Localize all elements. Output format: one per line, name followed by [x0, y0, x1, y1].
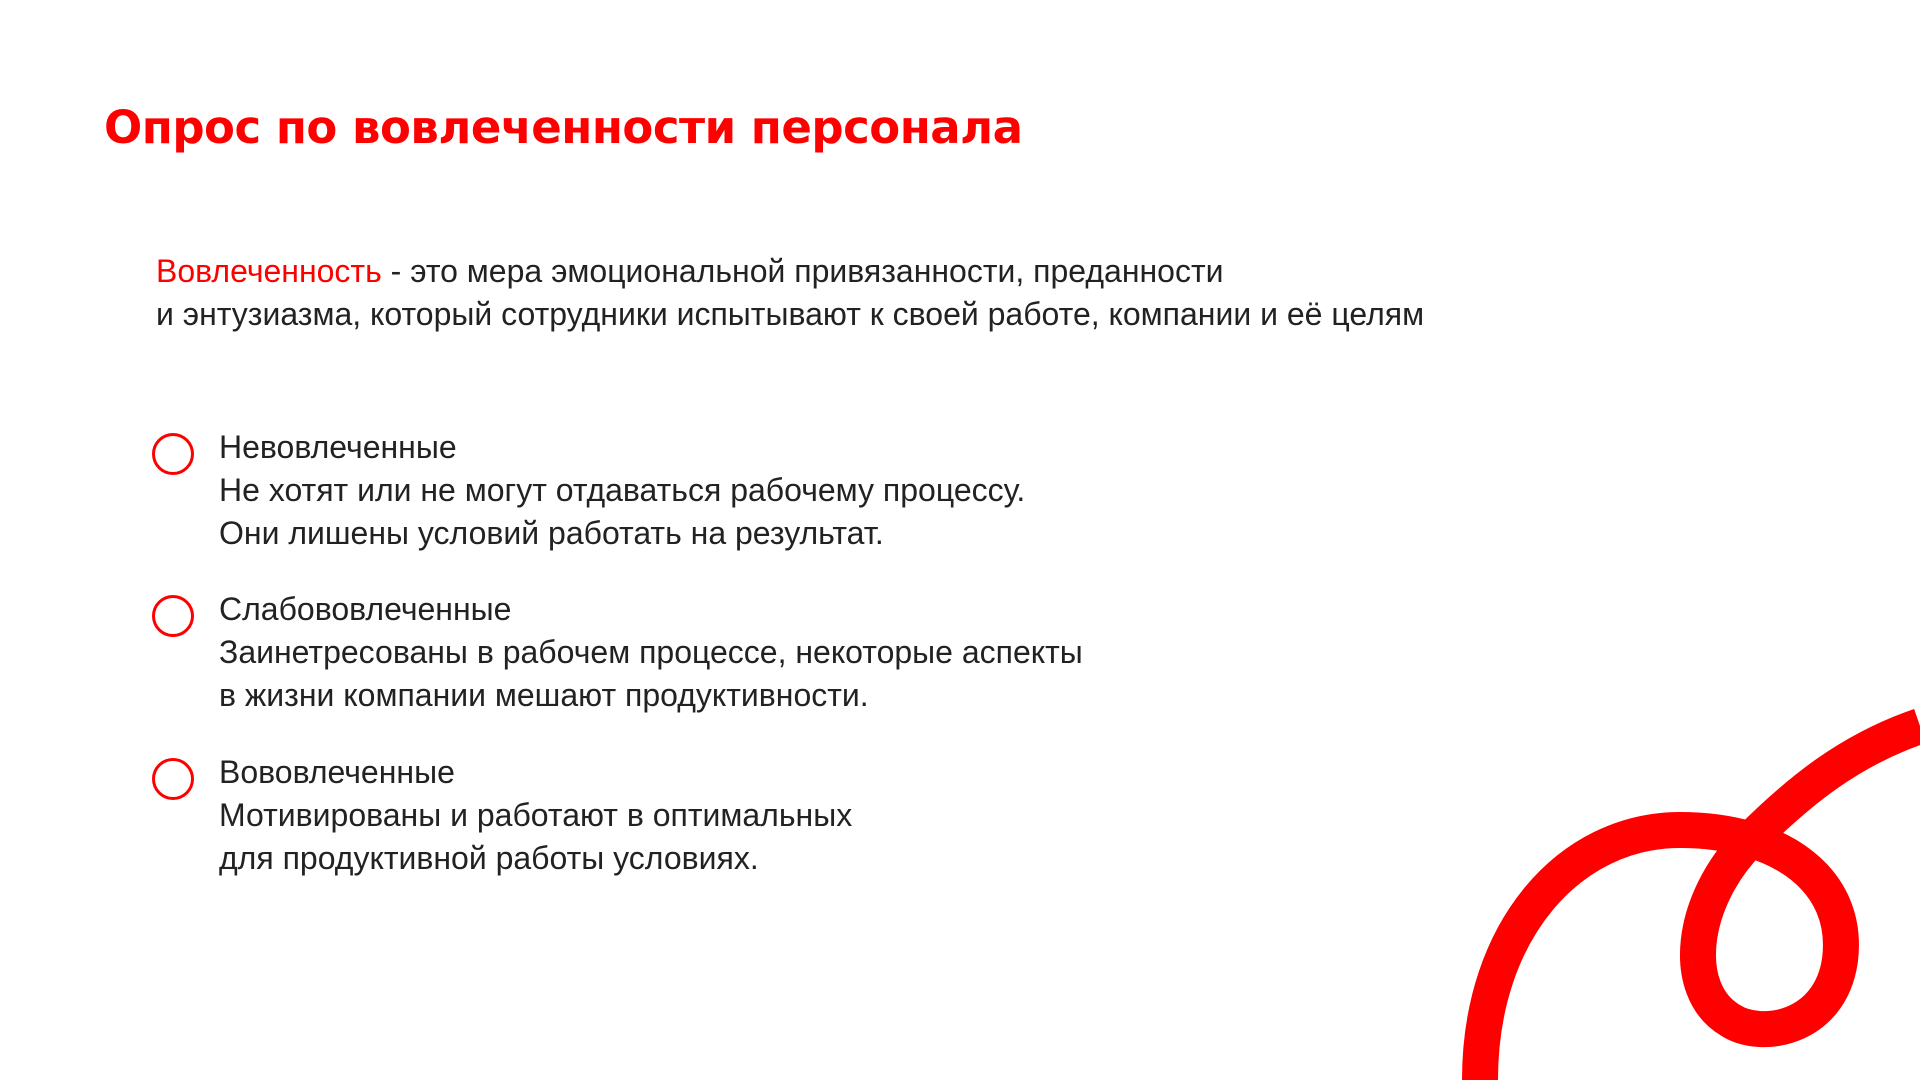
circle-outline-icon [152, 758, 194, 800]
circle-outline-icon [152, 595, 194, 637]
definition-line1-rest: - это мера эмоциональной привязанности, преданности [381, 253, 1224, 289]
list-item-line1: Мотивированы и работают в оптимальных [219, 797, 853, 833]
list-item-line2: Они лишены условий работать на результат. [219, 515, 884, 551]
list-item-line1: Заинетресованы в рабочем процессе, некоторые аспекты [219, 634, 1083, 670]
definition-line2: и энтузиазма, который сотрудники испытывают к своей работе, компании и её целям [156, 296, 1425, 332]
list-item-line2: в жизни компании мешают продуктивности. [219, 677, 869, 713]
definition-term: Вовлеченность [156, 253, 382, 289]
definition-text [156, 250, 1776, 336]
list-item-title: Слабововлеченные [219, 591, 512, 627]
list-item-title: Вововлеченные [219, 754, 455, 790]
list-item-text [219, 426, 1025, 555]
list-item-text [219, 588, 1083, 717]
slide-title: Опрос по вовлеченности персонала [104, 101, 1023, 154]
list-item-line2: для продуктивной работы условиях. [219, 840, 759, 876]
list-item-text [219, 751, 852, 880]
circle-outline-icon [152, 433, 194, 475]
list-item-line1: Не хотят или не могут отдаваться рабочему процессу. [219, 472, 1026, 508]
list-item-title: Невовлеченные [219, 429, 457, 465]
